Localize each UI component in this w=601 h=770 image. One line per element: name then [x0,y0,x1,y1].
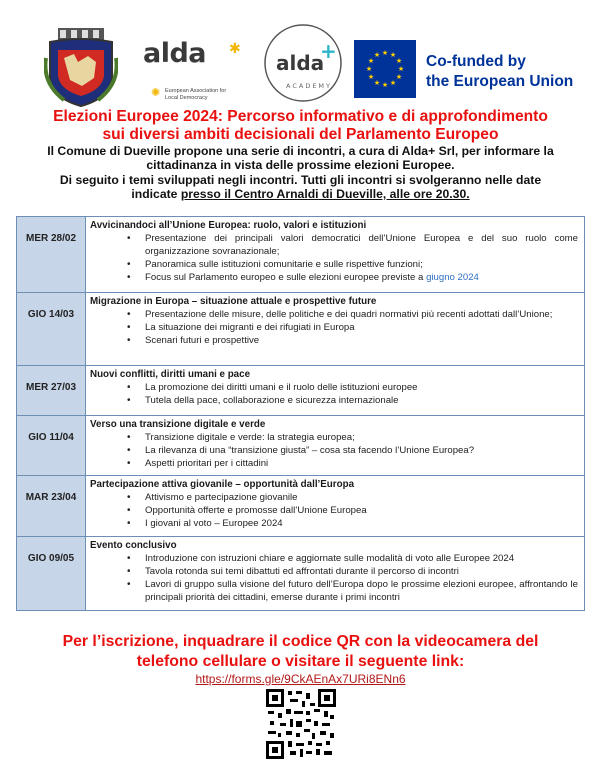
intro-line-2: cittadinanza in vista delle prossime elezioni Europee. [146,158,455,173]
bullet-list [90,308,580,347]
list-item: • I giovani al voto – Europee 2024 [90,517,580,530]
svg-text:★: ★ [365,65,373,73]
list-item: • La promozione dei diritti umani e il ruolo delle istituzioni europee [90,381,580,394]
cta-line-1: Per l’iscrizione, inquadrare il codice QR con la videocamera del [62,633,539,650]
meeting-content [86,537,584,610]
sun-icon: ✺ [151,87,161,99]
logo-bar [0,22,601,114]
svg-text:★: ★ [373,79,381,87]
intro-line-3: Di seguito i temi sviluppati negli incontri. Tutti gli incontri si svolgeranno nelle date [59,172,542,187]
june-highlight: giugno 2024 [426,272,479,283]
registration-link-row [0,672,601,686]
meeting-date: MER 28/02 [17,217,86,292]
svg-text:★: ★ [381,49,389,57]
meeting-heading: Evento conclusivo [90,540,177,551]
meeting-content [86,476,584,536]
alda-academy-logo [262,22,344,104]
meeting-heading: Avvicinandoci all’Unione Europea: ruolo, valori e istituzioni [90,220,367,231]
list-item: • Opportunità offerte e promosse dall’Unione Europea [90,504,580,517]
bullet-list [90,431,580,470]
academy-wordmark: alda [276,51,325,75]
eu-cofunded-label [426,52,573,92]
eu-flag-icon [354,40,416,98]
meeting-heading: Nuovi conflitti, diritti umani e pace [90,369,251,380]
table-row [17,475,584,536]
academy-ring-text: ACADEMY [286,82,333,90]
meeting-date: MAR 23/04 [17,476,86,536]
registration-link[interactable]: https://forms.gle/9CkAEnAx7URi8ENn6 [195,672,406,686]
academy-plus: + [320,39,337,63]
list-item: • Tavola rotonda sui temi dibattuti ed affrontati durante il percorso di incontri [90,565,580,578]
eu-line-2: the European Union [426,73,574,90]
alda-wordmark: alda [143,38,207,69]
table-row [17,536,584,610]
title-line-2: sui diversi ambiti decisionali del Parlamento Europeo [102,126,499,143]
alda-logo [143,38,243,108]
title-line-1: Elezioni Europee 2024: Percorso informativo e di approfondimento [53,108,548,125]
eu-line-1: Co-funded by [426,53,526,70]
svg-text:★: ★ [373,51,381,59]
list-item: • Attivismo e partecipazione giovanile [90,491,580,504]
svg-text:★: ★ [389,51,397,59]
svg-text:★: ★ [395,57,403,65]
list-item: • Scenari futuri e prospettive [90,334,580,347]
alda-subtitle: European Association for Local Democracy [165,88,227,101]
meeting-heading: Migrazione in Europa – situazione attuale e prospettive future [90,296,377,307]
list-item: • Panoramica sulle istituzioni comunitarie e sulle rispettive funzioni; [90,258,580,271]
bullet-list [90,232,580,284]
page-title [0,108,601,144]
list-item: • Transizione digitale e verde: la strategia europea; [90,431,580,444]
list-item: • Presentazione dei principali valori democratici dell’Unione Europea e del suo ruolo come organizzazione sovranazionale; [90,232,580,258]
list-item: • Lavori di gruppo sulla visione del futuro dell’Europa dopo le prossime elezioni europee, affrontando le principali priorità dei cittadini, emerse durante i primi incontri [90,578,580,604]
list-item: • Tutela della pace, collaborazione e sicurezza internazionale [90,394,580,407]
svg-text:★: ★ [381,81,389,89]
meeting-date: GIO 09/05 [17,537,86,610]
meeting-date: GIO 14/03 [17,293,86,365]
table-row [17,292,584,365]
intro-line-1: Il Comune di Dueville propone una serie di incontri, a cura di Alda+ Srl, per informare la [47,144,554,158]
table-row [17,415,584,475]
meeting-date: GIO 11/04 [17,416,86,475]
cta-line-2: telefono cellulare o visitare il seguente link: [136,653,465,670]
svg-text:★: ★ [395,73,403,81]
list-item: • Introduzione con istruzioni chiare e aggiornate sulle modalità di voto alle Europee 2024 [90,552,580,565]
meeting-date: MER 27/03 [17,366,86,415]
meeting-heading: Verso una transizione digitale e verde [90,419,266,430]
table-row [17,217,584,292]
list-item: • La situazione dei migranti e dei rifugiati in Europa [90,321,580,334]
list-item: • Aspetti prioritari per i cittadini [90,457,580,470]
svg-text:★: ★ [397,65,405,73]
bullet-list [90,552,580,604]
bullet-list [90,381,580,407]
qr-code-icon[interactable] [266,689,336,759]
intro-line-4 [20,187,581,201]
intro-line-4-prefix: indicate [131,186,181,201]
table-row [17,365,584,415]
meeting-content [86,366,584,415]
dueville-crest-icon [44,28,118,108]
meeting-content [86,416,584,475]
intro-location: presso il Centro Arnaldi di Dueville, alle ore 20.30. [180,186,470,201]
meeting-heading: Partecipazione attiva giovanile – opportunità dall’Europa [90,479,355,490]
list-item-text: Focus sul Parlamento europeo e sulle elezioni europee previste a [145,272,427,283]
registration-cta [0,632,601,672]
svg-text:★: ★ [389,79,397,87]
bullet-list [90,491,580,530]
schedule-table [16,216,585,611]
list-item [90,271,580,284]
star-icon: ✱ [229,40,241,56]
list-item: • La rilevanza di una “transizione giusta” – cosa sta facendo l’Unione Europea? [90,444,580,457]
meeting-content [86,217,584,292]
svg-text:★: ★ [367,57,375,65]
intro-text [20,144,581,201]
svg-text:★: ★ [367,73,375,81]
meeting-content [86,293,584,365]
list-item: • Presentazione delle misure, delle politiche e dei quadri normativi più recenti adottati dall’Unione; [90,308,580,321]
